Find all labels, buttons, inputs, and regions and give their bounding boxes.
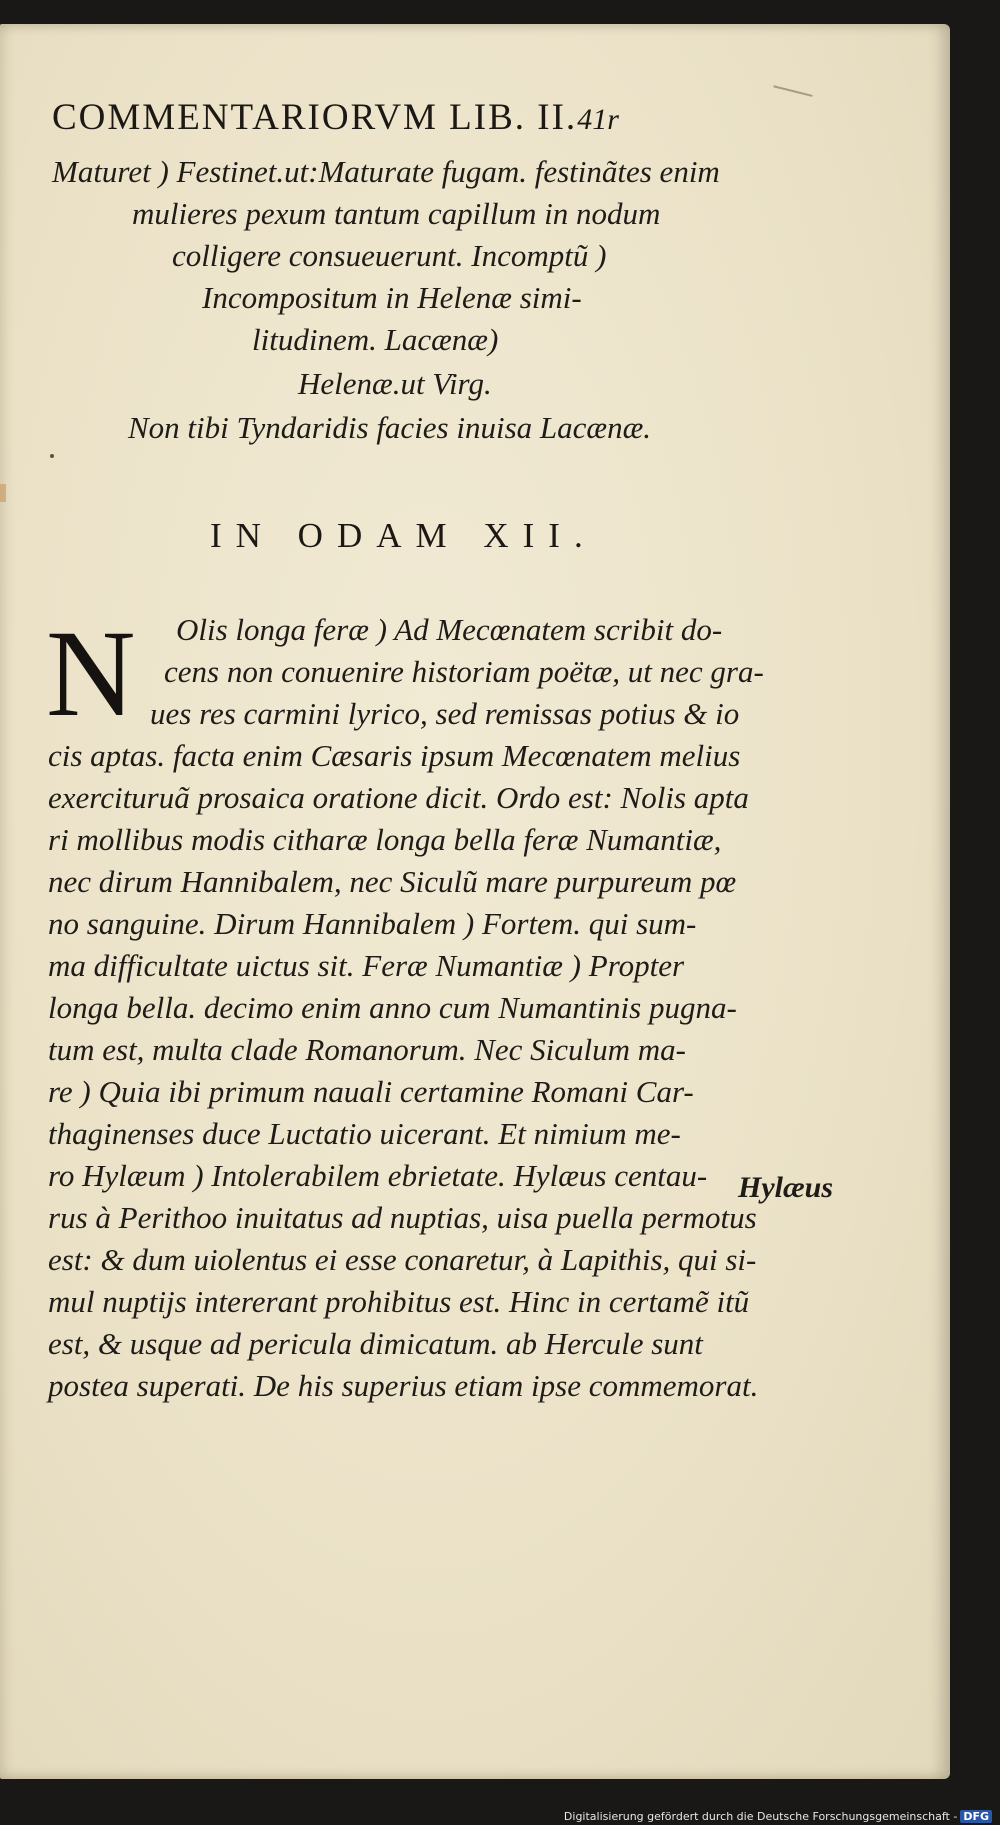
top-line-6: Helenæ.ut Virg. [298,366,492,401]
credit-text: Digitalisierung gefördert durch die Deutsche Forschungsgemeinschaft - [563,1810,958,1823]
book-page [0,24,950,1779]
stray-dot [50,454,54,458]
body-line-4: cis aptas. facta enim Cæsaris ipsum Mecœnatem melius [48,738,741,773]
body-line-11: tum est, multa clade Romanorum. Nec Siculum ma- [48,1032,686,1067]
body-line-7: nec dirum Hannibalem, nec Siculũ mare purpureum pœ [48,864,737,899]
running-header [52,96,752,139]
body-line-3: ues res carmini lyrico, sed remissas potius & io [150,696,740,731]
body-line-12: re ) Quia ibi primum nauali certamine Romani Car- [48,1074,694,1109]
body-line-1: Olis longa feræ ) Ad Mecœnatem scribit do- [176,612,723,647]
body-line-9: ma difficultate uictus sit. Feræ Numantiæ ) Propter [48,948,685,983]
page-edge-stain [0,484,6,502]
body-line-10: longa bella. decimo enim anno cum Numantinis pugna- [48,990,737,1025]
digitization-credit [564,1810,992,1823]
body-line-5: exercituruã prosaica oratione dicit. Ordo est: Nolis apta [48,780,749,815]
ode-heading: IN ODAM XII. [210,516,597,555]
top-line-3: colligere consueuerunt. Incomptũ ) [172,238,607,273]
body-line-14: ro Hylæum ) Intolerabilem ebrietate. Hylæus centau- [48,1158,708,1193]
body-line-15: rus à Perithoo inuitatus ad nuptias, uisa puella permotus [48,1200,757,1235]
top-line-4: Incompositum in Helenæ simi- [202,280,582,315]
drop-cap: N [46,605,136,742]
body-line-16: est: & dum uiolentus ei esse conaretur, à Lapithis, qui si- [48,1242,757,1277]
body-line-18: est, & usque ad pericula dimicatum. ab Hercule sunt [48,1326,703,1361]
folio-number: 41r [577,103,619,136]
body-line-6: ri mollibus modis citharæ longa bella feræ Numantiæ, [48,822,722,857]
top-line-1: Maturet ) Festinet.ut:Maturate fugam. festinãtes enim [52,154,720,189]
body-line-13: thaginenses duce Luctatio uicerant. Et nimium me- [48,1116,681,1151]
dfg-logo: DFG [960,1810,992,1823]
top-line-2: mulieres pexum tantum capillum in nodum [132,196,661,231]
body-line-8: no sanguine. Dirum Hannibalem ) Fortem. qui sum- [48,906,697,941]
top-line-5: litudinem. Lacænæ) [252,322,499,357]
running-title: COMMENTARIORVM LIB. II. [52,97,578,138]
body-line-2: cens non conuenire historiam poëtæ, ut nec gra- [164,654,764,689]
ink-scratch [771,85,812,104]
top-line-7: Non tibi Tyndaridis facies inuisa Lacænæ. [128,410,652,445]
margin-note: Hylæus [738,1171,834,1204]
body-line-19: postea superati. De his superius etiam ipse commemorat. [48,1368,759,1403]
body-line-17: mul nuptijs intererant prohibitus est. Hinc in certamẽ itũ [48,1284,750,1319]
